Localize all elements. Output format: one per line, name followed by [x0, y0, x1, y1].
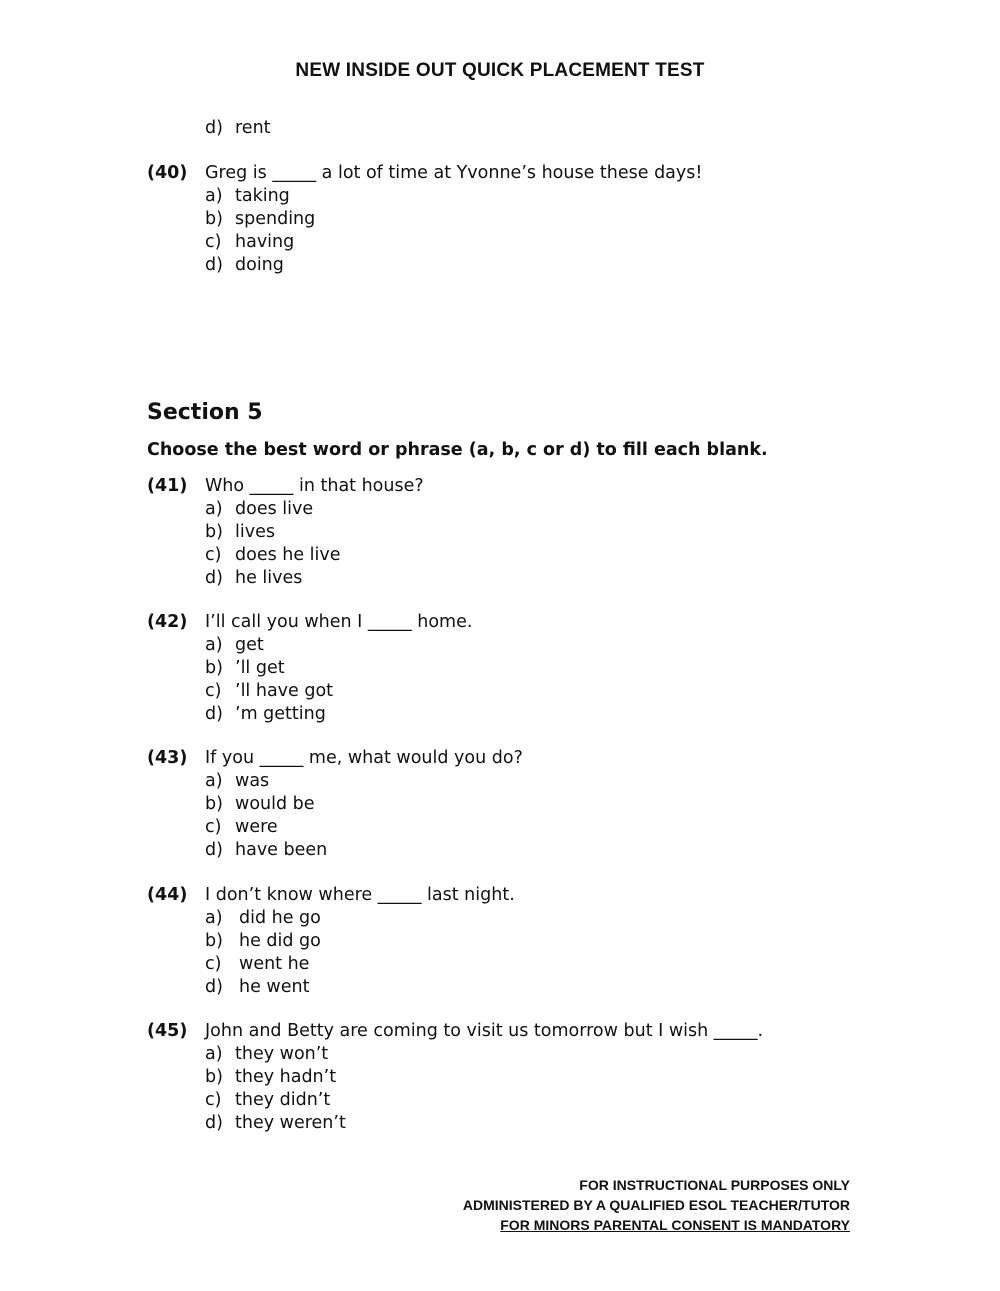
- option-letter: a): [205, 635, 223, 655]
- option-text: ’ll have got: [235, 681, 334, 701]
- option-row: [205, 1066, 336, 1089]
- option-text: were: [235, 817, 278, 837]
- option-text: rent: [235, 118, 271, 138]
- option-text: they didn’t: [235, 1090, 331, 1110]
- option-row: [205, 634, 264, 657]
- option-letter: a): [205, 1044, 223, 1064]
- option-row: [205, 1043, 328, 1066]
- option-row: [205, 953, 309, 976]
- option-text: would be: [235, 794, 315, 814]
- option-text: he did go: [239, 931, 321, 951]
- option-letter: c): [205, 681, 222, 701]
- option-text: doing: [235, 255, 284, 275]
- option-row: [205, 976, 309, 999]
- option-text: does live: [235, 499, 314, 519]
- section-instruction: Choose the best word or phrase (a, b, c or d) to fill each blank.: [147, 440, 768, 460]
- option-row: [205, 254, 284, 277]
- question-number: (44): [147, 885, 188, 905]
- option-row: [205, 567, 302, 590]
- option-text: they weren’t: [235, 1113, 346, 1133]
- question-text: Who _____ in that house?: [205, 476, 424, 496]
- option-row: [205, 907, 321, 930]
- option-text: get: [235, 635, 264, 655]
- option-letter: a): [205, 908, 223, 928]
- question-number: (45): [147, 1021, 188, 1041]
- option-letter: d): [205, 704, 223, 724]
- option-row: [205, 1112, 346, 1135]
- option-row: [205, 793, 315, 816]
- option-letter: d): [205, 1113, 223, 1133]
- footer-line: FOR INSTRUCTIONAL PURPOSES ONLY: [579, 1177, 850, 1193]
- option-row: [205, 544, 341, 567]
- option-text: they won’t: [235, 1044, 329, 1064]
- question-row-43: [147, 747, 523, 770]
- question-row-42: [147, 611, 472, 634]
- option-text: they hadn’t: [235, 1067, 337, 1087]
- option-row: [205, 703, 326, 726]
- option-row: [205, 231, 294, 254]
- option-text: does he live: [235, 545, 341, 565]
- option-row: [205, 930, 321, 953]
- option-text: ’ll get: [235, 658, 285, 678]
- option-text: lives: [235, 522, 275, 542]
- option-letter: a): [205, 186, 223, 206]
- option-row: [205, 208, 315, 231]
- option-text: having: [235, 232, 295, 252]
- question-row-41: [147, 475, 424, 498]
- option-text: taking: [235, 186, 290, 206]
- question-text: If you _____ me, what would you do?: [205, 748, 523, 768]
- footer-line: ADMINISTERED BY A QUALIFIED ESOL TEACHER/TUTOR: [462, 1197, 850, 1213]
- option-text: ’m getting: [235, 704, 326, 724]
- option-text: was: [235, 771, 270, 791]
- option-letter: c): [205, 232, 222, 252]
- option-row: [205, 521, 275, 544]
- option-text: spending: [235, 209, 316, 229]
- option-letter: c): [205, 1090, 222, 1110]
- option-row: [205, 117, 271, 140]
- option-letter: c): [205, 545, 222, 565]
- question-number: (42): [147, 612, 188, 632]
- option-letter: d): [205, 118, 223, 138]
- question-row-40: [147, 162, 702, 185]
- question-row-44: [147, 884, 515, 907]
- option-row: [205, 816, 278, 839]
- question-number: (41): [147, 476, 188, 496]
- option-row: [205, 770, 269, 793]
- question-row-45: [147, 1020, 763, 1043]
- option-letter: c): [205, 817, 222, 837]
- option-row: [205, 498, 313, 521]
- option-letter: b): [205, 1067, 223, 1087]
- option-text: did he go: [239, 908, 321, 928]
- option-letter: b): [205, 794, 223, 814]
- question-text: Greg is _____ a lot of time at Yvonne’s house these days!: [205, 163, 703, 183]
- option-letter: d): [205, 255, 223, 275]
- option-row: [205, 839, 327, 862]
- option-text: went he: [239, 954, 310, 974]
- option-text: have been: [235, 840, 328, 860]
- question-number: (40): [147, 163, 188, 183]
- option-letter: d): [205, 568, 223, 588]
- option-letter: b): [205, 658, 223, 678]
- question-text: I’ll call you when I _____ home.: [205, 612, 473, 632]
- question-text: I don’t know where _____ last night.: [205, 885, 515, 905]
- option-letter: b): [205, 209, 223, 229]
- page-title: NEW INSIDE OUT QUICK PLACEMENT TEST: [295, 60, 705, 81]
- footer-notice: [463, 1175, 850, 1235]
- option-letter: b): [205, 931, 223, 951]
- option-letter: c): [205, 954, 222, 974]
- option-text: he lives: [235, 568, 303, 588]
- option-row: [205, 1089, 330, 1112]
- option-letter: b): [205, 522, 223, 542]
- option-row: [205, 185, 290, 208]
- option-letter: d): [205, 840, 223, 860]
- section-heading: Section 5: [147, 400, 263, 425]
- option-text: he went: [239, 977, 310, 997]
- footer-line: FOR MINORS PARENTAL CONSENT IS MANDATORY: [500, 1217, 850, 1233]
- option-letter: d): [205, 977, 223, 997]
- option-row: [205, 680, 333, 703]
- option-letter: a): [205, 771, 223, 791]
- option-row: [205, 657, 285, 680]
- option-letter: a): [205, 499, 223, 519]
- question-number: (43): [147, 748, 188, 768]
- question-text: John and Betty are coming to visit us tomorrow but I wish _____.: [205, 1021, 764, 1041]
